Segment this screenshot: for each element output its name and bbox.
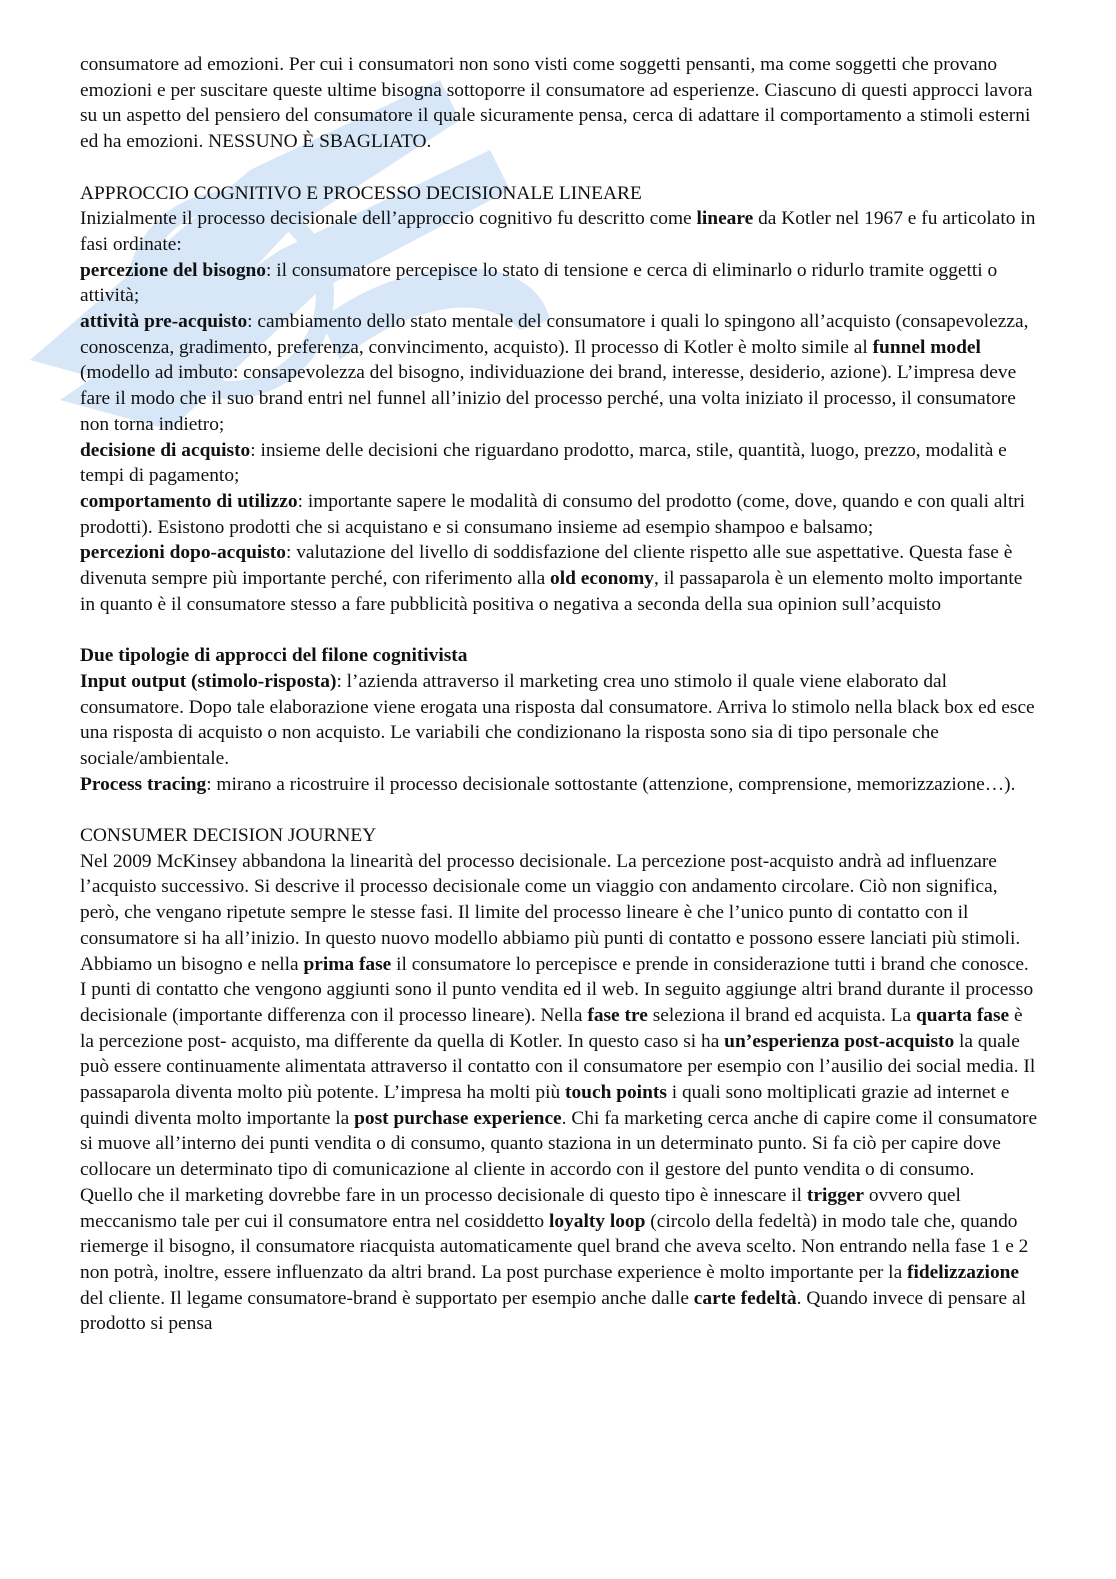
journey-paragraph-3: Quello che il marketing dovrebbe fare in un processo decisionale di questo tipo è innescare il trigger ovvero quel meccanismo tale per cui il consumatore entra nel cosiddetto loyalty loop (circolo della fedeltà) in modo tale che, quando riemerge il bisogno, il consumatore riacquista automaticamente quel brand che aveva scelto. Non entrando nella fase 1 e 2 non potrà, inoltre, essere influenzato da altri brand. La post purchase experience è molto importante per la fidelizzazione del cliente. Il legame consumatore-brand è supportato per esempio anche dalle carte fedeltà. Quando invece di pensare al prodotto si pensa <box>80 1184 1029 1335</box>
approach-process-tracing: Process tracing: mirano a ricostruire il processo decisionale sottostante (attenzione, comprensione, memorizzazione…). <box>80 773 1016 795</box>
phase-decisione-acquisto: decisione di acquisto: insieme delle decisioni che riguardano prodotto, marca, stile, quantità, luogo, prezzo, modalità e tempi di pagamento; <box>80 439 1007 487</box>
intro-paragraph: consumatore ad emozioni. Per cui i consumatori non sono visti come soggetti pensanti, ma come soggetti che provano emozioni e per suscitare queste ultime bisogna sottoporre il consumatore ad esperienze. Ciascuno di questi approcci lavora su un aspetto del pensiero del consumatore il quale sicuramente pensa, cerca di adattare il comportamento a stimoli esterni ed ha emozioni. NESSUNO È SBAGLIATO. <box>80 54 1033 153</box>
section-heading-due-tipologie: Due tipologie di approcci del filone cognitivista <box>80 645 468 667</box>
section1-intro: Inizialmente il processo decisionale dell’approccio cognitivo fu descritto come lineare da Kotler nel 1967 e fu articolato in fasi ordinate: <box>80 208 1036 255</box>
phase-attivita-pre-acquisto: attività pre-acquisto: cambiamento dello stato mentale del consumatore i quali lo spingono all’acquisto (consapevolezza, conoscenza, gradimento, preferenza, convincimento, acquisto). Il processo di Kotler è molto simile al funnel model (modello ad imbuto: consapevolezza del bisogno, individuazione dei brand, interesse, desiderio, azione). L’impresa deve fare il modo che il suo brand entri nel funnel all’inizio del processo perché, una volta iniziato il processo, il consumatore non torna indietro; <box>80 311 1029 435</box>
document-page <box>80 52 1040 1337</box>
section-heading-consumer-decision-journey: CONSUMER DECISION JOURNEY <box>80 825 377 847</box>
approach-input-output: Input output (stimolo-risposta): l’azienda attraverso il marketing crea uno stimolo il quale viene elaborato dal consumatore. Dopo tale elaborazione viene erogata una risposta dal consumatore. Arriva lo stimolo nella black box ed esce una risposta di acquisto o non acquisto. Le variabili che condizionano la risposta sono sia di tipo personale che sociale/ambientale. <box>80 670 1035 769</box>
journey-paragraph-1: Nel 2009 McKinsey abbandona la linearità del processo decisionale. La percezione post-acquisto andrà ad influenzare l’acquisto successivo. Si descrive il processo decisionale come un viaggio con andamento circolare. Ciò non significa, però, che vengano ripetute sempre le stesse fasi. Il limite del processo lineare è che l’unico punto di contatto con il consumatore si ha all’inizio. In questo nuovo modello abbiamo più punti di contatto e possono essere lanciati più stimoli. <box>80 850 1021 949</box>
phase-percezione-bisogno: percezione del bisogno: il consumatore percepisce lo stato di tensione e cerca di eliminarlo o ridurlo tramite oggetti o attività; <box>80 259 998 307</box>
phase-comportamento-utilizzo: comportamento di utilizzo: importante sapere le modalità di consumo del prodotto (come, dove, quando e con quali altri prodotti). Esistono prodotti che si acquistano e si consumano insieme ad esempio shampoo e balsamo; <box>80 490 1026 538</box>
phase-percezioni-dopo-acquisto: percezioni dopo-acquisto: valutazione del livello di soddisfazione del cliente rispetto alle sue aspettative. Questa fase è divenuta sempre più importante perché, con riferimento alla old economy, il passaparola è un elemento molto importante in quanto è il consumatore stesso a fare pubblicità positiva o negativa a seconda della sua opinion sull’acquisto <box>80 542 1023 615</box>
journey-paragraph-2: Abbiamo un bisogno e nella prima fase il consumatore lo percepisce e prende in considerazione tutti i brand che conosce. I punti di contatto che vengono aggiunti sono il punto vendita ed il web. In seguito aggiunge altri brand durante il processo decisionale (importante differenza con il processo lineare). Nella fase tre seleziona il brand ed acquista. La quarta fase è la percezione post- acquisto, ma differente da quella di Kotler. In questo caso si ha un’esperienza post-acquisto la quale può essere continuamente alimentata attraverso il contatto con il consumatore per esempio con l’ausilio dei social media. Il passaparola diventa molto più potente. L’impresa ha molti più touch points i quali sono moltiplicati grazie ad internet e quindi diventa molto importante la post purchase experience. Chi fa marketing cerca anche di capire come il consumatore si muove all’interno dei punti vendita o di consumo, quanto staziona in un determinato punto. Si fa ciò per capire dove collocare un determinato tipo di comunicazione al cliente in accordo con il gestore del punto vendita o di consumo. <box>80 953 1038 1181</box>
section-heading-approccio-cognitivo: APPROCCIO COGNITIVO E PROCESSO DECISIONALE LINEARE <box>80 182 642 204</box>
